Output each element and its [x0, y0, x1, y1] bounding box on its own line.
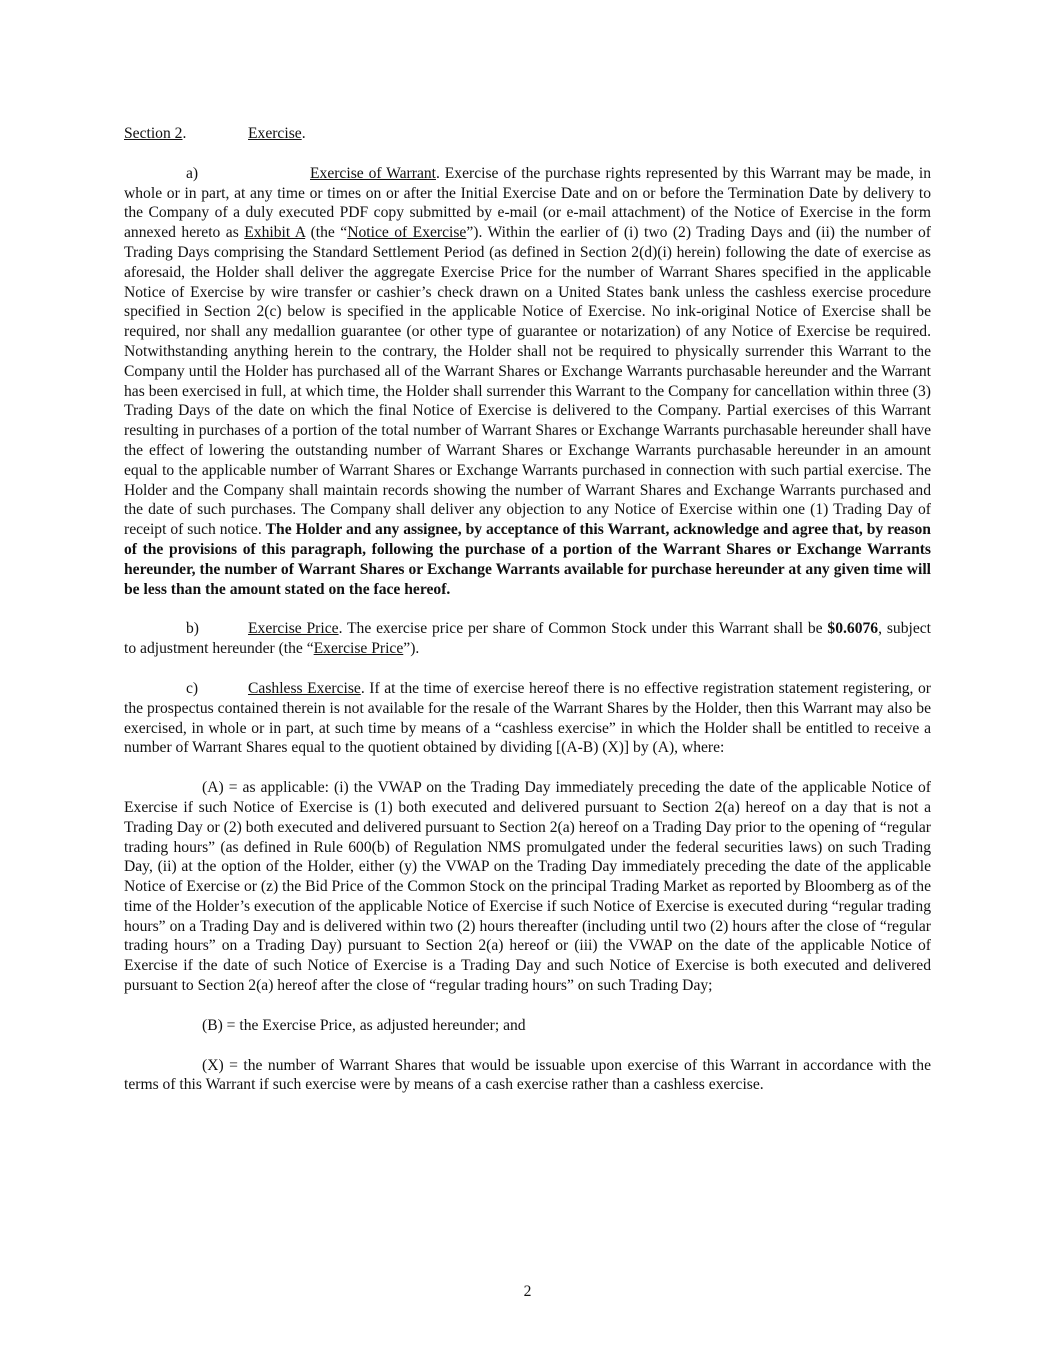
- paragraph-label: b): [186, 620, 199, 638]
- paragraph-exercise-price: b) Exercise Price. The exercise price per share of Common Stock under this Warrant shall be $0.6076, subject to adjustment hereunder (the “Exercise Price”).: [124, 620, 931, 658]
- paragraph-cashless-exercise: c) Cashless Exercise. If at the time of exercise hereof there is no effective registration statement registering, or the prospectus contained therein is not available for the resale of the Warrant Shares by the Holder, then this Warrant may also be exercised, in whole or in part, at such time by means of a “cashless exercise” in which the Holder shall be entitled to receive a number of Warrant Shares equal to the quotient obtained by dividing [(A-B) (X)] by (A), where:: [124, 679, 931, 757]
- paragraph-heading: Cashless Exercise: [248, 679, 361, 697]
- exercise-price-value: $0.6076: [827, 620, 879, 638]
- bold-acknowledgement: The Holder and any assignee, by acceptance of this Warrant, acknowledge and agree that, by reason of the provisions of this paragraph, following the purchase of a portion of the Warrant Shares or Exchange Warrants hereunder, the number of Warrant Shares or Exchange Warrants available for purchase hereunder at any given time will be less than the amount stated on the face hereof.: [124, 521, 931, 598]
- paragraph-heading: Exercise of Warrant: [310, 164, 436, 182]
- document-page: [124, 124, 931, 1115]
- section-number: Section 2: [124, 125, 183, 142]
- formula-x-definition: (X) = the number of Warrant Shares that would be issuable upon exercise of this Warrant in accordance with the terms of this Warrant if such exercise were by means of a cash exercise rather than a cashless exercise.: [124, 1056, 931, 1094]
- defined-term: Exercise Price: [313, 640, 404, 658]
- paragraph-label: c): [186, 679, 199, 697]
- formula-a-definition: (A) = as applicable: (i) the VWAP on the Trading Day immediately preceding the date of the applicable Notice of Exercise if such Notice of Exercise is (1) both executed and delivered pursuant to Section 2(a) hereof on a day that is not a Trading Day or (2) both executed and delivered pursuant to Section 2(a) hereof on a Trading Day prior to the opening of “regular trading hours” (as defined in Rule 600(b) of Regulation NMS promulgated under the federal securities laws) on such Trading Day, (ii) at the option of the Holder, either (y) the VWAP on the Trading Day immediately preceding the date of the applicable Notice of Exercise or (z) the Bid Price of the Common Stock on the principal Trading Market as reported by Bloomberg as of the time of the Holder’s execution of the applicable Notice of Exercise if such Notice of Exercise is executed during “regular trading hours” on a Trading Day and is delivered within two (2) hours thereafter (including until two (2) hours after the close of “regular trading hours” on a Trading Day) pursuant to Section 2(a) hereof or (iii) the VWAP on the date of the applicable Notice of Exercise if the date of such Notice of Exercise is a Trading Day and such Notice of Exercise is both executed and delivered pursuant to Section 2(a) hereof after the close of “regular trading hours” on such Trading Day;: [124, 779, 931, 995]
- defined-term: Notice of Exercise: [347, 224, 467, 242]
- paragraph-heading: Exercise Price: [248, 620, 339, 638]
- paragraph-label: a): [186, 164, 199, 182]
- section-heading: Section 2. Exercise.: [124, 125, 306, 142]
- page-number: 2: [523, 1283, 532, 1300]
- exhibit-reference: Exhibit A: [244, 224, 306, 242]
- paragraph-exercise-of-warrant: a) Exercise of Warrant. Exercise of the purchase rights represented by this Warrant may be made, in whole or in part, at any time or times on or after the Initial Exercise Date and on or before the Termination Date by delivery to the Company of a duly executed PDF copy submitted by e-mail (or e-mail attachment) of the Notice of Exercise in the form annexed hereto as Exhibit A (the “Notice of Exercise”). Within the earlier of (i) two (2) Trading Days and (ii) the number of Trading Days comprising the Standard Settlement Period (as defined in Section 2(d)(i) herein) following the date of exercise as aforesaid, the Holder shall deliver the aggregate Exercise Price for the number of Warrant Shares specified in the applicable Notice of Exercise by wire transfer or cashier’s check drawn on a United States bank unless the cashless exercise procedure specified in Section 2(c) below is specified in the applicable Notice of Exercise. No ink-original Notice of Exercise shall be required, nor shall any medallion guarantee (or other type of guarantee or notarization) of any Notice of Exercise be required. Notwithstanding anything herein to the contrary, the Holder shall not be required to physically surrender this Warrant to the Company until the Holder has purchased all of the Warrant Shares or Exchange Warrants purchasable hereunder and the Warrant has been exercised in full, at which time, the Holder shall surrender this Warrant to the Company for cancellation within three (3) Trading Days of the date on which the final Notice of Exercise is delivered to the Company. Partial exercises of this Warrant resulting in purchases of a portion of the total number of Warrant Shares or Exchange Warrants purchasable hereunder shall have the effect of lowering the outstanding number of Warrant Shares or Exchange Warrants purchasable hereunder in an amount equal to the applicable number of Warrant Shares or Exchange Warrants purchased in connection with such partial exercise. The Holder and the Company shall maintain records showing the number of Warrant Shares and Exchange Warrants purchased and the date of such purchases. The Company shall deliver any objection to any Notice of Exercise within one (1) Trading Day of receipt of such notice. The Holder and any assignee, by acceptance of this Warrant, acknowledge and agree that, by reason of the provisions of this paragraph, following the purchase of a portion of the Warrant Shares or Exchange Warrants hereunder, the number of Warrant Shares or Exchange Warrants available for purchase hereunder at any given time will be less than the amount stated on the face hereof.: [124, 164, 931, 598]
- formula-b-definition: (B) = the Exercise Price, as adjusted hereunder; and: [202, 1016, 526, 1034]
- section-title: Exercise: [248, 125, 302, 142]
